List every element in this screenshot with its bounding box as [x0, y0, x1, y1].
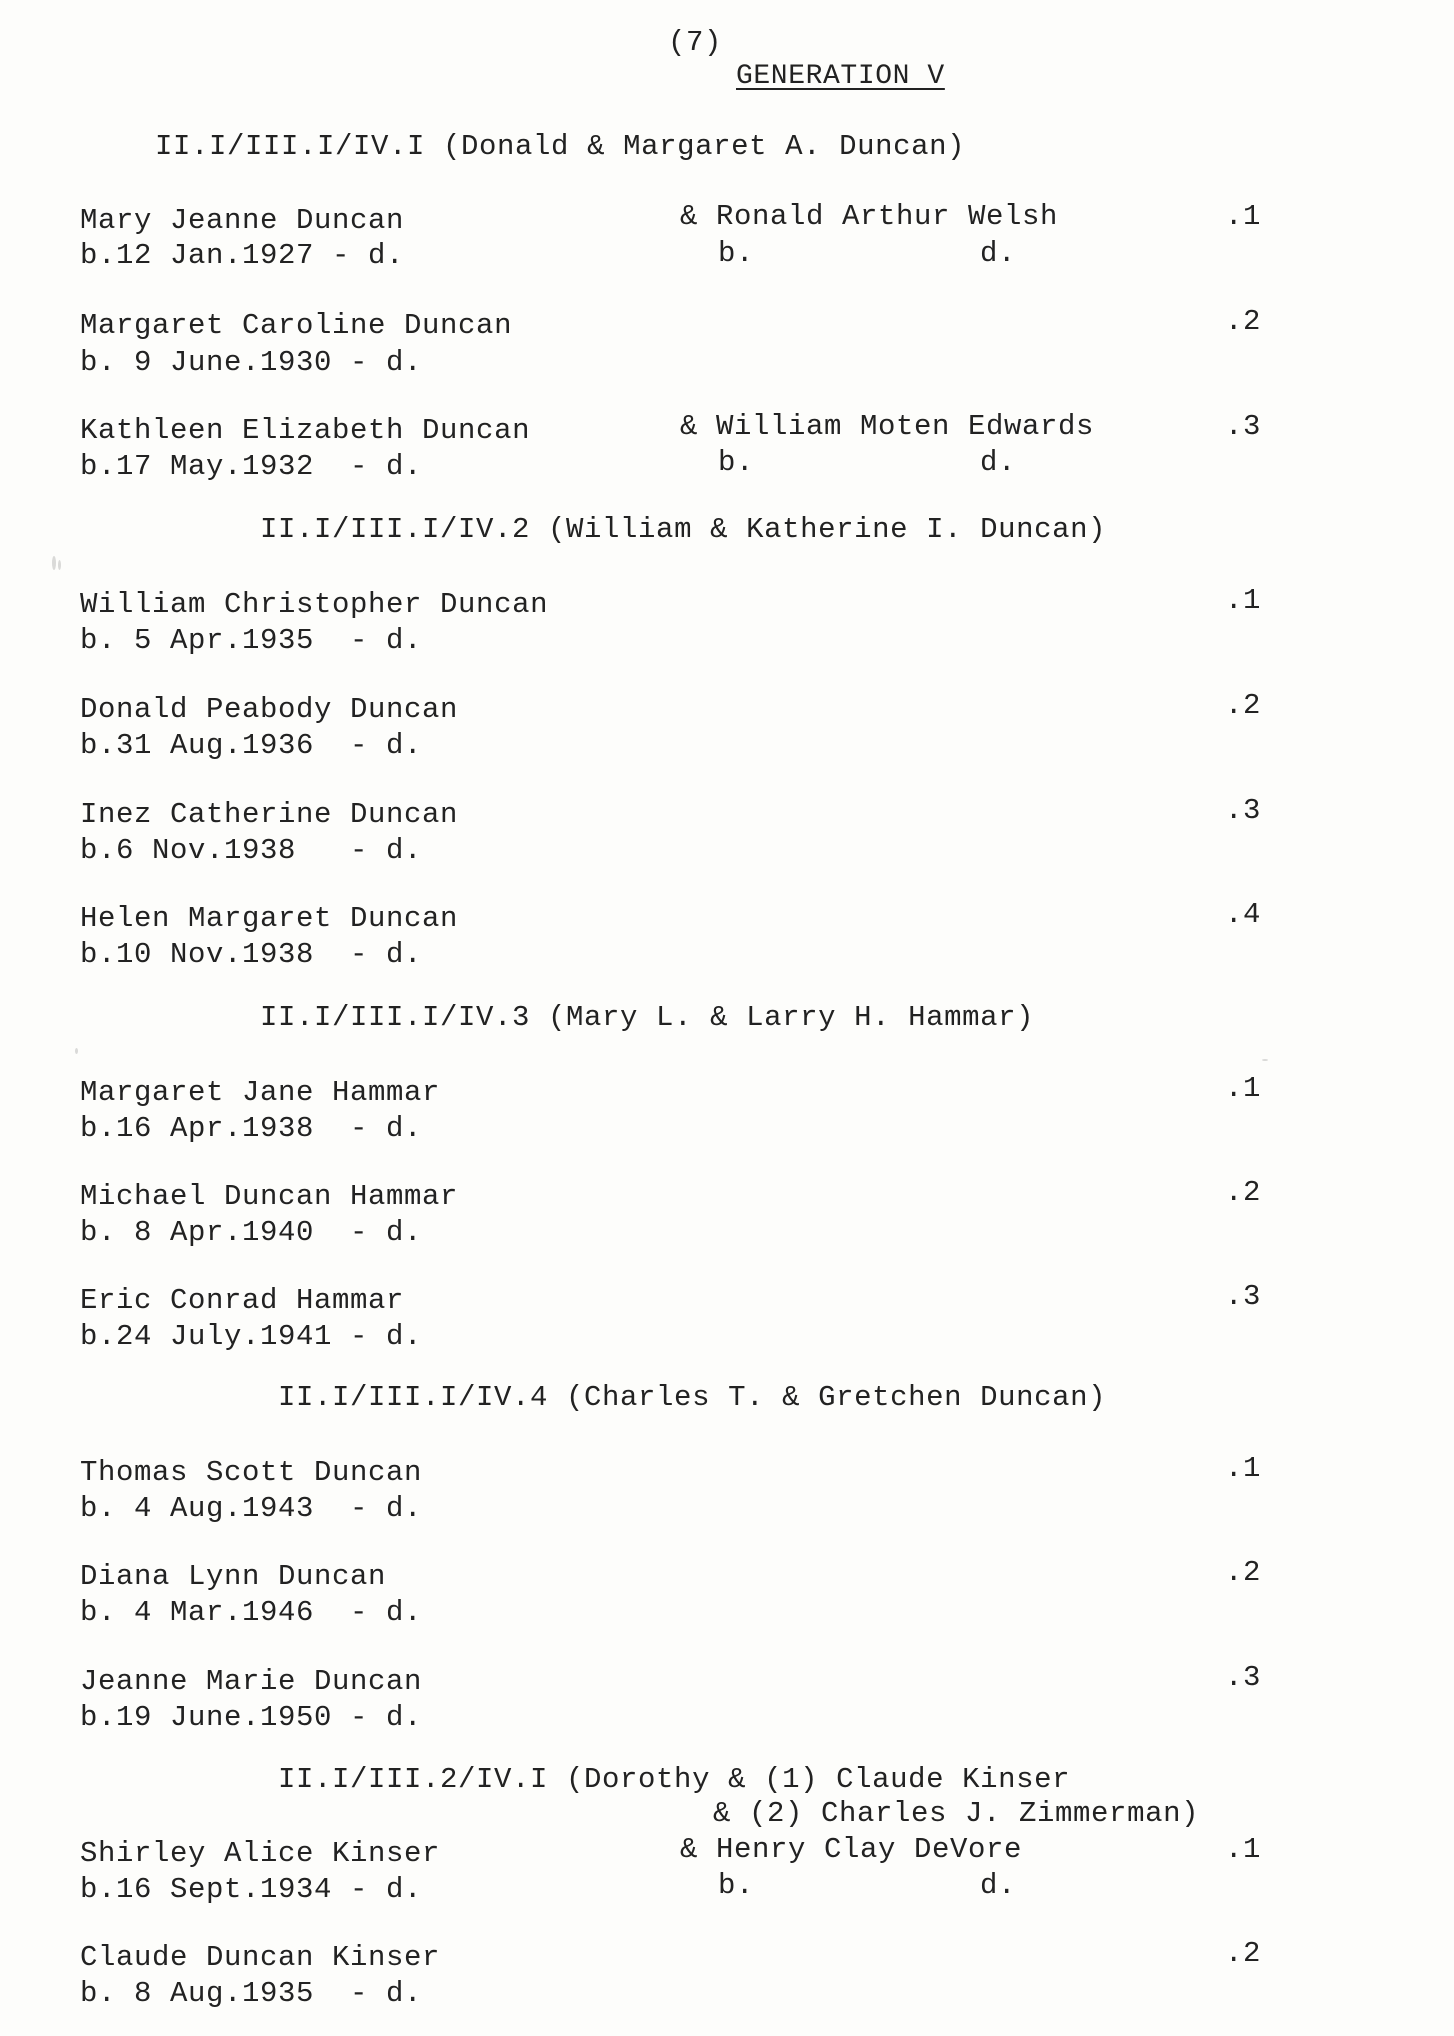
group-header: II.I/III.I/IV.3 (Mary L. & Larry H. Hammar)	[260, 1001, 1035, 1034]
person-name: William Christopher Duncan	[80, 588, 549, 621]
entry-number: .2	[1225, 1176, 1262, 1209]
person-name: Thomas Scott Duncan	[80, 1456, 423, 1489]
person-name: Helen Margaret Duncan	[80, 902, 459, 935]
person-name: Jeanne Marie Duncan	[80, 1665, 423, 1698]
entry-number: .4	[1225, 898, 1262, 931]
person-name: Michael Duncan Hammar	[80, 1180, 459, 1213]
person-dates: b.10 Nov.1938 - d.	[80, 938, 423, 971]
entry-number: .1	[1225, 1833, 1262, 1866]
person-name: Claude Duncan Kinser	[80, 1941, 441, 1974]
person-name: Margaret Jane Hammar	[80, 1076, 441, 1109]
person-name: Donald Peabody Duncan	[80, 693, 459, 726]
spouse-birth: b.	[718, 1869, 755, 1902]
scan-speck	[58, 560, 61, 570]
group-header: II.I/III.I/IV.I (Donald & Margaret A. Duncan)	[155, 130, 966, 163]
spouse-birth: b.	[718, 237, 755, 270]
person-dates: b. 8 Aug.1935 - d.	[80, 1977, 423, 2010]
person-name: Diana Lynn Duncan	[80, 1560, 387, 1593]
spouse-name: & William Moten Edwards	[680, 410, 1095, 443]
entry-number: .2	[1225, 1556, 1262, 1589]
group-header-continuation: & (2) Charles J. Zimmerman)	[713, 1797, 1200, 1830]
person-dates: b.24 July.1941 - d.	[80, 1320, 423, 1353]
person-dates: b.31 Aug.1936 - d.	[80, 729, 423, 762]
scan-speck	[1262, 1059, 1268, 1061]
spouse-death: d.	[980, 1869, 1017, 1902]
entry-number: .3	[1225, 794, 1262, 827]
group-header: II.I/III.I/IV.2 (William & Katherine I. Duncan)	[260, 513, 1107, 546]
spouse-death: d.	[980, 446, 1017, 479]
entry-number: .3	[1225, 1280, 1262, 1313]
person-name: Mary Jeanne Duncan	[80, 204, 405, 237]
person-dates: b.12 Jan.1927 - d.	[80, 239, 405, 272]
spouse-death: d.	[980, 237, 1017, 270]
person-dates: b.16 Apr.1938 - d.	[80, 1112, 423, 1145]
entry-number: .2	[1225, 689, 1262, 722]
person-name: Eric Conrad Hammar	[80, 1284, 405, 1317]
entry-number: .1	[1225, 1072, 1262, 1105]
page-number: (7)	[668, 26, 723, 59]
group-header: II.I/III.2/IV.I (Dorothy & (1) Claude Kinser	[278, 1763, 1071, 1796]
group-header: II.I/III.I/IV.4 (Charles T. & Gretchen Duncan)	[278, 1381, 1107, 1414]
spouse-birth: b.	[718, 446, 755, 479]
scan-speck	[52, 556, 56, 570]
entry-number: .3	[1225, 410, 1262, 443]
entry-number: .2	[1225, 1937, 1262, 1970]
person-name: Margaret Caroline Duncan	[80, 309, 513, 342]
entry-number: .1	[1225, 1452, 1262, 1485]
person-dates: b.16 Sept.1934 - d.	[80, 1873, 423, 1906]
scan-speck	[75, 1048, 78, 1054]
entry-number: .1	[1225, 584, 1262, 617]
person-name: Shirley Alice Kinser	[80, 1837, 441, 1870]
person-dates: b. 9 June.1930 - d.	[80, 346, 423, 379]
person-name: Inez Catherine Duncan	[80, 798, 459, 831]
entry-number: .3	[1225, 1661, 1262, 1694]
person-dates: b. 4 Aug.1943 - d.	[80, 1492, 423, 1525]
person-dates: b. 4 Mar.1946 - d.	[80, 1596, 423, 1629]
person-dates: b. 8 Apr.1940 - d.	[80, 1216, 423, 1249]
generation-title: GENERATION V	[736, 61, 945, 92]
person-dates: b.19 June.1950 - d.	[80, 1701, 423, 1734]
entry-number: .1	[1225, 200, 1262, 233]
person-dates: b.17 May.1932 - d.	[80, 450, 423, 483]
entry-number: .2	[1225, 305, 1262, 338]
person-name: Kathleen Elizabeth Duncan	[80, 414, 531, 447]
spouse-name: & Ronald Arthur Welsh	[680, 200, 1059, 233]
person-dates: b. 5 Apr.1935 - d.	[80, 624, 423, 657]
spouse-name: & Henry Clay DeVore	[680, 1833, 1023, 1866]
person-dates: b.6 Nov.1938 - d.	[80, 834, 423, 867]
